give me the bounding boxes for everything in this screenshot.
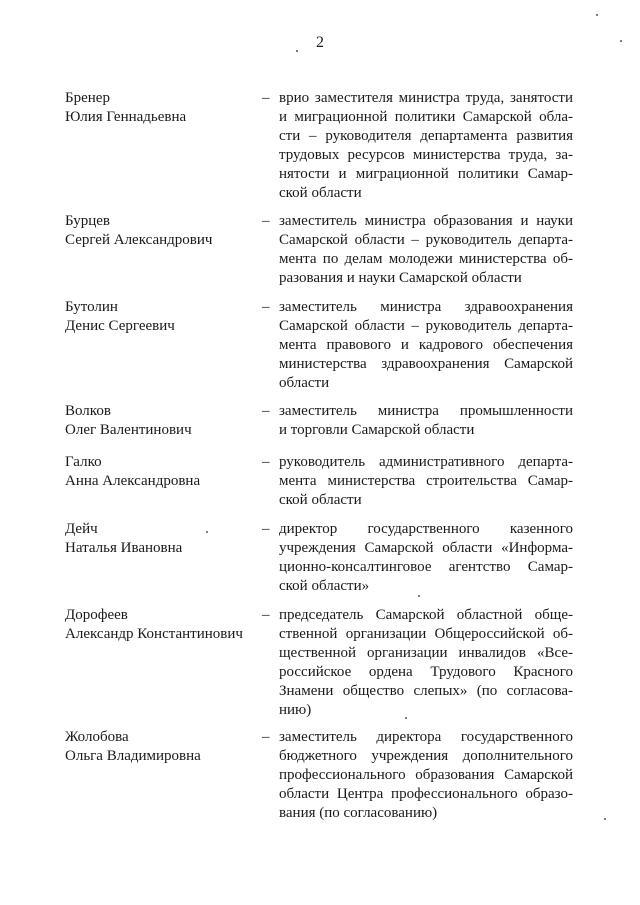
- entry-dash: –: [262, 521, 270, 537]
- scan-speck: [405, 717, 407, 719]
- position-line: ской области»: [279, 578, 370, 594]
- entry-dash: –: [262, 607, 270, 623]
- member-surname: Волков: [65, 403, 111, 419]
- scan-speck: [596, 14, 598, 16]
- member-given-names: Ольга Владимировна: [65, 748, 201, 764]
- position-line: ской области: [279, 185, 362, 201]
- position-line: и миграционной политики Самарской обла-: [279, 109, 573, 125]
- position-line: врио заместителя министра труда, занятости: [279, 90, 573, 106]
- position-line: Самарской области – руководитель департа-: [279, 318, 573, 334]
- scan-speck: [604, 818, 606, 820]
- member-surname: Дейч: [65, 521, 98, 537]
- position-line: трудовых ресурсов министерства труда, за-: [279, 147, 573, 163]
- position-line: и торговли Самарской области: [279, 422, 475, 438]
- position-line: ционно-консалтинговое агентство Самар-: [279, 559, 573, 575]
- page-number: 2: [316, 34, 324, 51]
- position-line: заместитель министра здравоохранения: [279, 299, 573, 315]
- member-surname: Бурцев: [65, 213, 111, 229]
- position-line: разования и науки Самарской области: [279, 270, 522, 286]
- position-line: директор государственного казенного: [279, 521, 573, 537]
- position-line: области: [279, 375, 330, 391]
- entry-dash: –: [262, 403, 270, 419]
- member-given-names: Анна Александровна: [65, 473, 201, 489]
- member-position: [279, 402, 573, 440]
- entry-dash: –: [262, 729, 270, 745]
- member-position: [279, 606, 573, 720]
- scan-speck: [620, 40, 622, 42]
- position-line: нию): [279, 702, 312, 718]
- member-given-names: Александр Константинович: [65, 626, 243, 642]
- position-line: профессионального образования Самарской: [279, 767, 573, 783]
- position-line: российское ордена Трудового Красного: [279, 664, 573, 680]
- member-position: [279, 298, 573, 393]
- entry-dash: –: [262, 454, 270, 470]
- position-line: руководитель административного департа-: [279, 454, 573, 470]
- member-name: [65, 212, 260, 250]
- position-line: ственной организации Общероссийской об-: [279, 626, 573, 642]
- scan-speck: [418, 595, 420, 597]
- member-name: [65, 453, 260, 491]
- member-surname: Дорофеев: [65, 607, 128, 623]
- member-given-names: Денис Сергеевич: [65, 318, 175, 334]
- member-name: [65, 606, 260, 644]
- position-line: вания (по согласованию): [279, 805, 438, 821]
- entry-dash: –: [262, 299, 270, 315]
- member-given-names: Сергей Александрович: [65, 232, 213, 248]
- member-name: [65, 89, 260, 127]
- position-line: бюджетного учреждения дополнительного: [279, 748, 573, 764]
- member-name: [65, 520, 260, 558]
- position-line: учреждения Самарской области «Информа-: [279, 540, 573, 556]
- member-position: [279, 89, 573, 203]
- position-line: щественной организации инвалидов «Все-: [279, 645, 573, 661]
- member-position: [279, 520, 573, 596]
- position-line: нятости и миграционной политики Самар-: [279, 166, 573, 182]
- member-given-names: Наталья Ивановна: [65, 540, 183, 556]
- position-line: мента министерства строительства Самар-: [279, 473, 573, 489]
- position-line: председатель Самарской областной обще-: [279, 607, 573, 623]
- position-line: министерства здравоохранения Самарской: [279, 356, 573, 372]
- member-surname: Галко: [65, 454, 102, 470]
- position-line: области Центра профессионального образо-: [279, 786, 573, 802]
- entry-dash: –: [262, 90, 270, 106]
- member-surname: Бренер: [65, 90, 110, 106]
- scan-speck: [206, 531, 208, 533]
- member-name: [65, 728, 260, 766]
- member-name: [65, 402, 260, 440]
- member-surname: Бутолин: [65, 299, 118, 315]
- position-line: мента по делам молодежи министерства об-: [279, 251, 573, 267]
- position-line: заместитель министра образования и науки: [279, 213, 573, 229]
- member-position: [279, 728, 573, 823]
- member-given-names: Юлия Геннадьевна: [65, 109, 187, 125]
- member-position: [279, 212, 573, 288]
- member-surname: Жолобова: [65, 729, 129, 745]
- position-line: ской области: [279, 492, 362, 508]
- position-line: сти – руководителя департамента развития: [279, 128, 573, 144]
- scan-speck: [296, 50, 298, 52]
- position-line: Знамени общество слепых» (по согласова-: [279, 683, 573, 699]
- member-position: [279, 453, 573, 510]
- entry-dash: –: [262, 213, 270, 229]
- position-line: мента правового и кадрового обеспечения: [279, 337, 573, 353]
- position-line: заместитель министра промышленности: [279, 403, 573, 419]
- member-given-names: Олег Валентинович: [65, 422, 192, 438]
- position-line: заместитель директора государственного: [279, 729, 573, 745]
- position-line: Самарской области – руководитель департа-: [279, 232, 573, 248]
- member-name: [65, 298, 260, 336]
